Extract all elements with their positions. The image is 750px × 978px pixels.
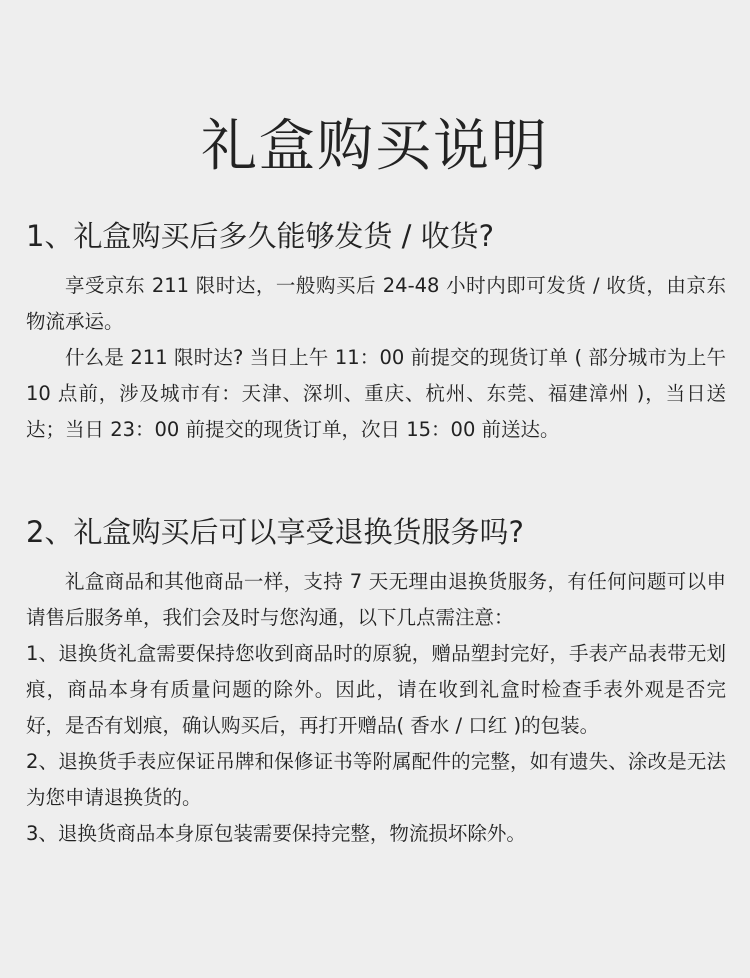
shipping-paragraph-2: 什么是 211 限时达? 当日上午 11：00 前提交的现货订单 ( 部分城市为上午 10 点前，涉及城市有：天津、深圳、重庆、杭州、东莞、福建漳州 )，当日送达；当日 23：00 前提交的现货订单，次日 15：00 前送达。 bbox=[26, 346, 726, 441]
section-heading-shipping: 1、礼盒购买后多久能够发货 / 收货? bbox=[26, 219, 495, 253]
section-returns bbox=[26, 508, 726, 852]
section-shipping bbox=[26, 212, 726, 448]
returns-note-3: 3、退换货商品本身原包装需要保持完整，物流损坏除外。 bbox=[26, 822, 526, 845]
shipping-paragraph-1: 享受京东 211 限时达，一般购买后 24-48 小时内即可发货 / 收货，由京东物流承运。 bbox=[26, 274, 726, 333]
section-heading-returns: 2、礼盒购买后可以享受退换货服务吗? bbox=[26, 515, 524, 549]
returns-note-1: 1、退换货礼盒需要保持您收到商品时的原貌，赠品塑封完好，手表产品表带无划痕，商品本身有质量问题的除外。因此，请在收到礼盒时检查手表外观是否完好，是否有划痕，确认购买后，再打开赠品( 香水 / 口红 )的包装。 bbox=[26, 642, 726, 737]
returns-intro-paragraph: 礼盒商品和其他商品一样，支持 7 天无理由退换货服务，有任何问题可以申请售后服务单，我们会及时与您沟通，以下几点需注意： bbox=[26, 570, 726, 629]
page-title: 礼盒购买说明 bbox=[201, 114, 549, 179]
returns-note-2: 2、退换货手表应保证吊牌和保修证书等附属配件的完整，如有遗失、涂改是无法为您申请退换货的。 bbox=[26, 750, 726, 809]
